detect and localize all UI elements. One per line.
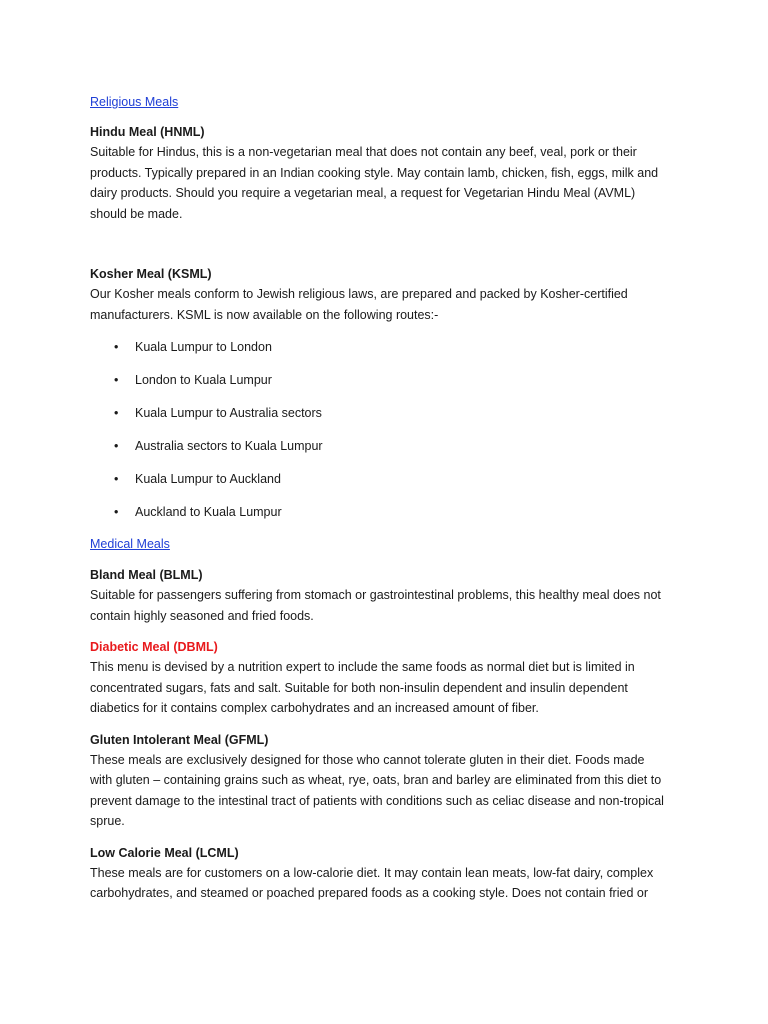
- hindu-meal-desc-line: products. Typically prepared in an Indian cooking style. May contain lamb, chicken, fish, eggs, milk and: [90, 165, 659, 180]
- route-label: Kuala Lumpur to Australia sectors: [135, 406, 322, 420]
- route-label: Kuala Lumpur to Auckland: [135, 472, 281, 486]
- lowcal-meal-desc-line: These meals are for customers on a low-calorie diet. It may contain lean meats, low-fat dairy, complex: [90, 865, 654, 880]
- bland-meal-desc-line: contain highly seasoned and fried foods.: [90, 608, 314, 623]
- hindu-meal-block: [90, 122, 690, 224]
- kosher-meal-desc-line: Our Kosher meals conform to Jewish religious laws, are prepared and packed by Kosher-certified: [90, 287, 628, 301]
- bland-meal-desc-line: Suitable for passengers suffering from stomach or gastrointestinal problems, this healthy meal does not: [90, 588, 661, 602]
- bullet-icon: •: [114, 472, 119, 486]
- bland-meal-title: Bland Meal (BLML): [90, 568, 203, 582]
- hindu-meal-desc-line: should be made.: [90, 206, 183, 221]
- diabetic-meal-desc-line: diabetics for it contains complex carbohydrates and an increased amount of fiber.: [90, 701, 539, 715]
- diabetic-meal-block: [90, 637, 690, 719]
- lowcal-meal-block: [90, 843, 690, 904]
- bland-meal-block: [90, 565, 690, 626]
- bullet-icon: •: [114, 373, 119, 387]
- kosher-meal-desc-line: manufacturers. KSML is now available on the following routes:-: [90, 307, 439, 322]
- list-item: [90, 370, 690, 403]
- gluten-meal-desc-line: prevent damage to the intestinal tract of patients with conditions such as celiac disease and non-tropical: [90, 793, 664, 808]
- kosher-meal-block: [90, 264, 690, 524]
- gluten-meal-desc-line: These meals are exclusively designed for those who cannot tolerate gluten in their diet. Foods made: [90, 752, 645, 767]
- gluten-meal-desc-line: with gluten – containing grains such as wheat, rye, oats, bran and barley are eliminated from this diet to: [90, 773, 662, 787]
- bullet-icon: •: [114, 406, 119, 420]
- gluten-meal-title: Gluten Intolerant Meal (GFML): [90, 732, 269, 747]
- diabetic-meal-title: Diabetic Meal (DBML): [90, 640, 218, 654]
- list-item: [90, 337, 690, 370]
- bullet-icon: •: [114, 340, 119, 354]
- route-label: Australia sectors to Kuala Lumpur: [135, 439, 323, 453]
- medical-meals-link[interactable]: Medical Meals: [90, 537, 170, 551]
- hindu-meal-title: Hindu Meal (HNML): [90, 125, 205, 139]
- route-label: London to Kuala Lumpur: [135, 373, 272, 387]
- hindu-meal-desc-line: Suitable for Hindus, this is a non-vegetarian meal that does not contain any beef, veal, pork or their: [90, 145, 637, 159]
- list-item: [90, 502, 690, 524]
- religious-meals-link[interactable]: Religious Meals: [90, 95, 179, 109]
- diabetic-meal-desc-line: concentrated sugars, fats and salt. Suitable for both non-insulin dependent and insulin dependent: [90, 680, 628, 695]
- lowcal-meal-title: Low Calorie Meal (LCML): [90, 845, 239, 860]
- document-page: [90, 92, 690, 904]
- hindu-meal-desc-line: dairy products. Should you require a vegetarian meal, a request for Vegetarian Hindu Meal (AVML): [90, 186, 636, 200]
- list-item: [90, 403, 690, 436]
- route-label: Auckland to Kuala Lumpur: [135, 505, 282, 519]
- gluten-meal-desc-line: sprue.: [90, 814, 125, 828]
- list-item: [90, 469, 690, 502]
- bullet-icon: •: [114, 505, 119, 519]
- diabetic-meal-desc-line: This menu is devised by a nutrition expert to include the same foods as normal diet but is limited in: [90, 660, 635, 674]
- list-item: [90, 436, 690, 469]
- lowcal-meal-desc-line: carbohydrates, and steamed or poached prepared foods as a cooking style. Does not contain fried or: [90, 886, 648, 900]
- gluten-meal-block: [90, 730, 690, 832]
- bullet-icon: •: [114, 439, 119, 453]
- kosher-meal-title: Kosher Meal (KSML): [90, 267, 212, 281]
- route-label: Kuala Lumpur to London: [135, 340, 272, 354]
- kosher-routes-list: [90, 337, 690, 524]
